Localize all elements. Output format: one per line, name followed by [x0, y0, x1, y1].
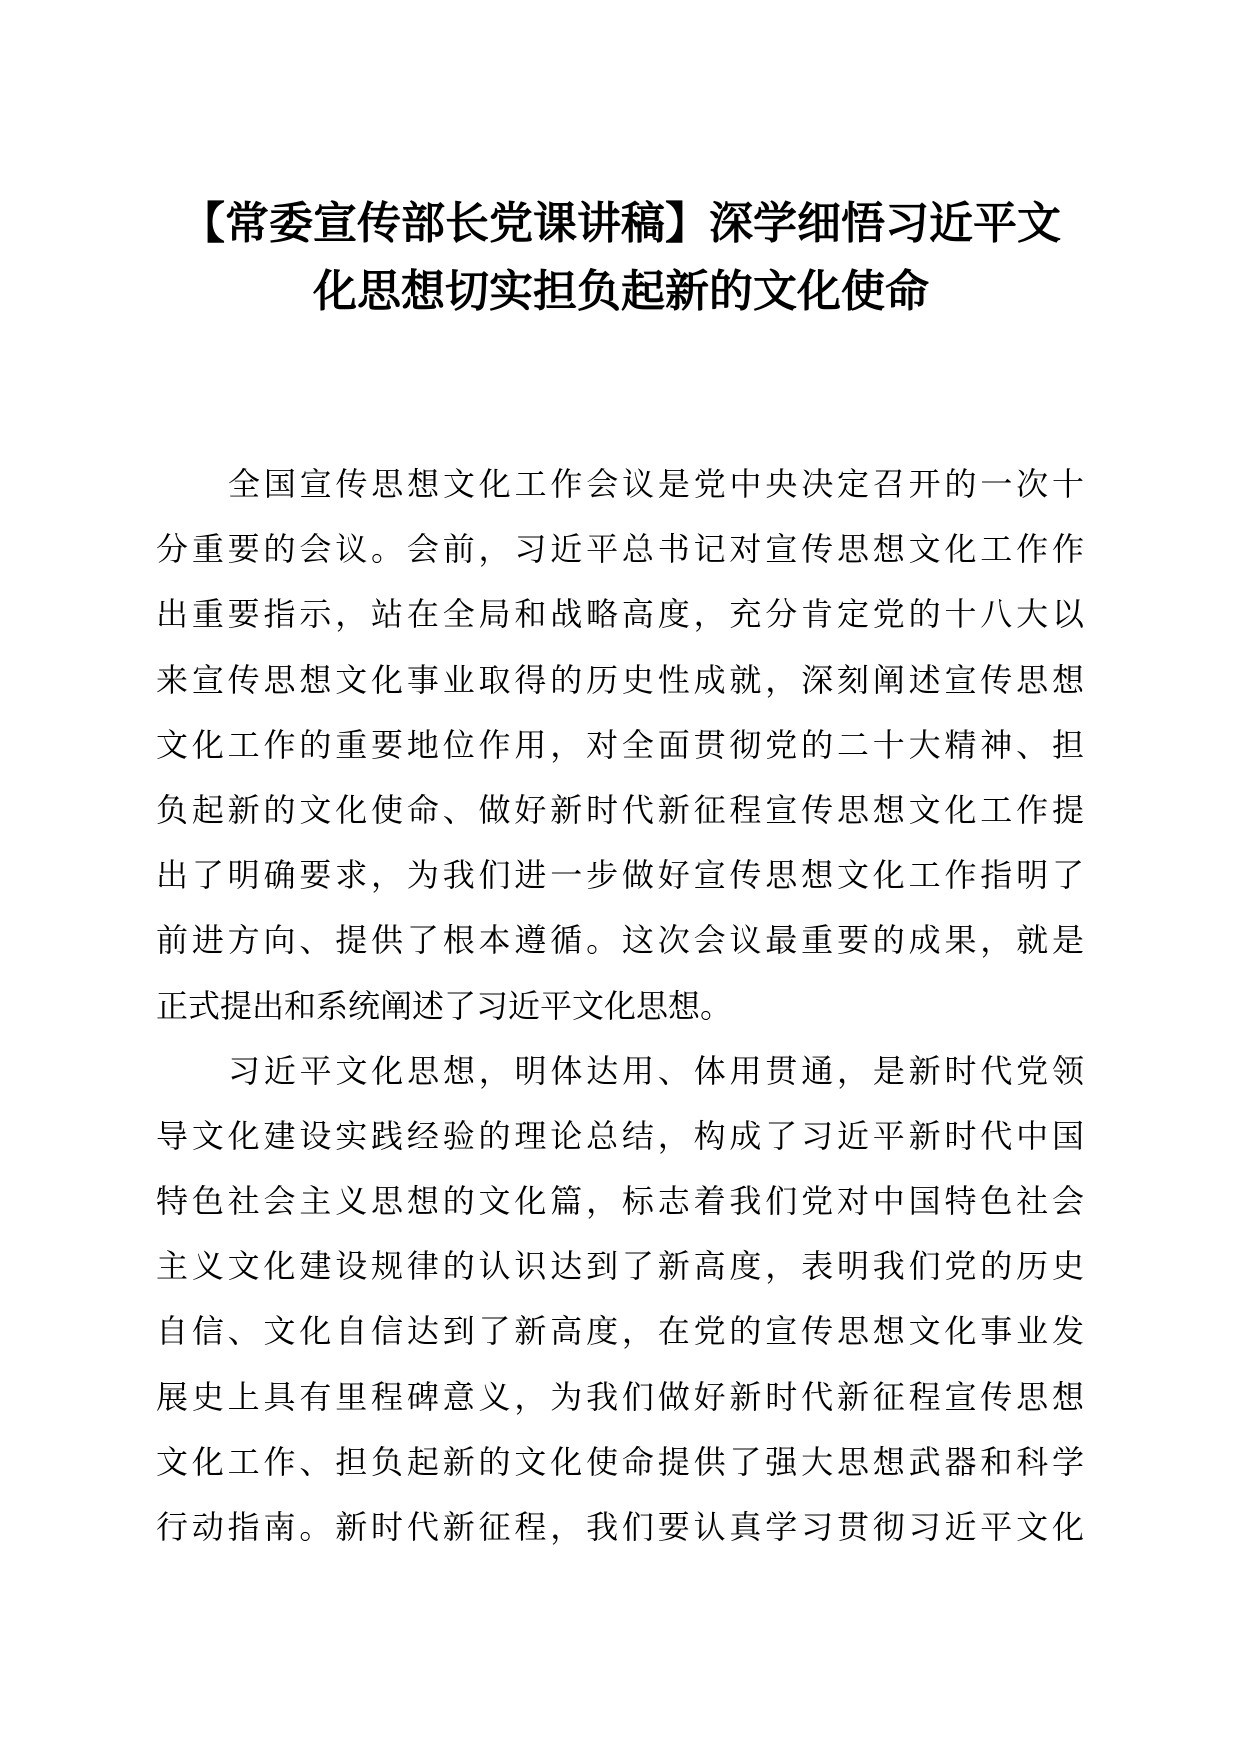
title-line: 【常委宣传部长党课讲稿】深学细悟习近平文: [181, 198, 1061, 249]
paragraph-2: [156, 1039, 1084, 1561]
text-line: 负起新的文化使命、做好新时代新征程宣传思想文化工作提: [156, 790, 1084, 829]
text-line: 文化工作、担负起新的文化使命提供了强大思想武器和科学: [156, 1442, 1084, 1481]
text-line: 文化工作的重要地位作用，对全面贯彻党的二十大精神、担: [156, 725, 1084, 764]
text-line: 行动指南。新时代新征程，我们要认真学习贯彻习近平文化: [156, 1508, 1084, 1546]
text-line: 主义文化建设规律的认识达到了新高度，表明我们党的历史: [156, 1247, 1084, 1286]
text-line: 全国宣传思想文化工作会议是党中央决定召开的一次十: [228, 465, 1084, 503]
text-line: 导文化建设实践经验的理论总结，构成了习近平新时代中国: [156, 1116, 1084, 1155]
text-line: 习近平文化思想，明体达用、体用贯通，是新时代党领: [228, 1051, 1084, 1090]
text-line: 特色社会主义思想的文化篇，标志着我们党对中国特色社会: [156, 1182, 1084, 1221]
text-line: 前进方向、提供了根本遵循。这次会议最重要的成果，就是: [156, 921, 1084, 960]
paragraph-1: [156, 452, 1084, 1039]
title-line: 化思想切实担负起新的文化使命: [313, 266, 929, 317]
text-line: 分重要的会议。会前，习近平总书记对宣传思想文化工作作: [156, 530, 1084, 569]
text-line: 自信、文化自信达到了新高度，在党的宣传思想文化事业发: [156, 1312, 1084, 1351]
text-line: 出重要指示，站在全局和战略高度，充分肯定党的十八大以: [156, 595, 1084, 634]
text-line: 来宣传思想文化事业取得的历史性成就，深刻阐述宣传思想: [156, 660, 1084, 699]
document-title: [156, 190, 1086, 326]
text-line: 正式提出和系统阐述了习近平文化思想。: [156, 986, 733, 1025]
text-line: 出了明确要求，为我们进一步做好宣传思想文化工作指明了: [156, 856, 1084, 895]
text-line: 展史上具有里程碑意义，为我们做好新时代新征程宣传思想: [156, 1377, 1084, 1416]
document-body: [156, 452, 1084, 1560]
